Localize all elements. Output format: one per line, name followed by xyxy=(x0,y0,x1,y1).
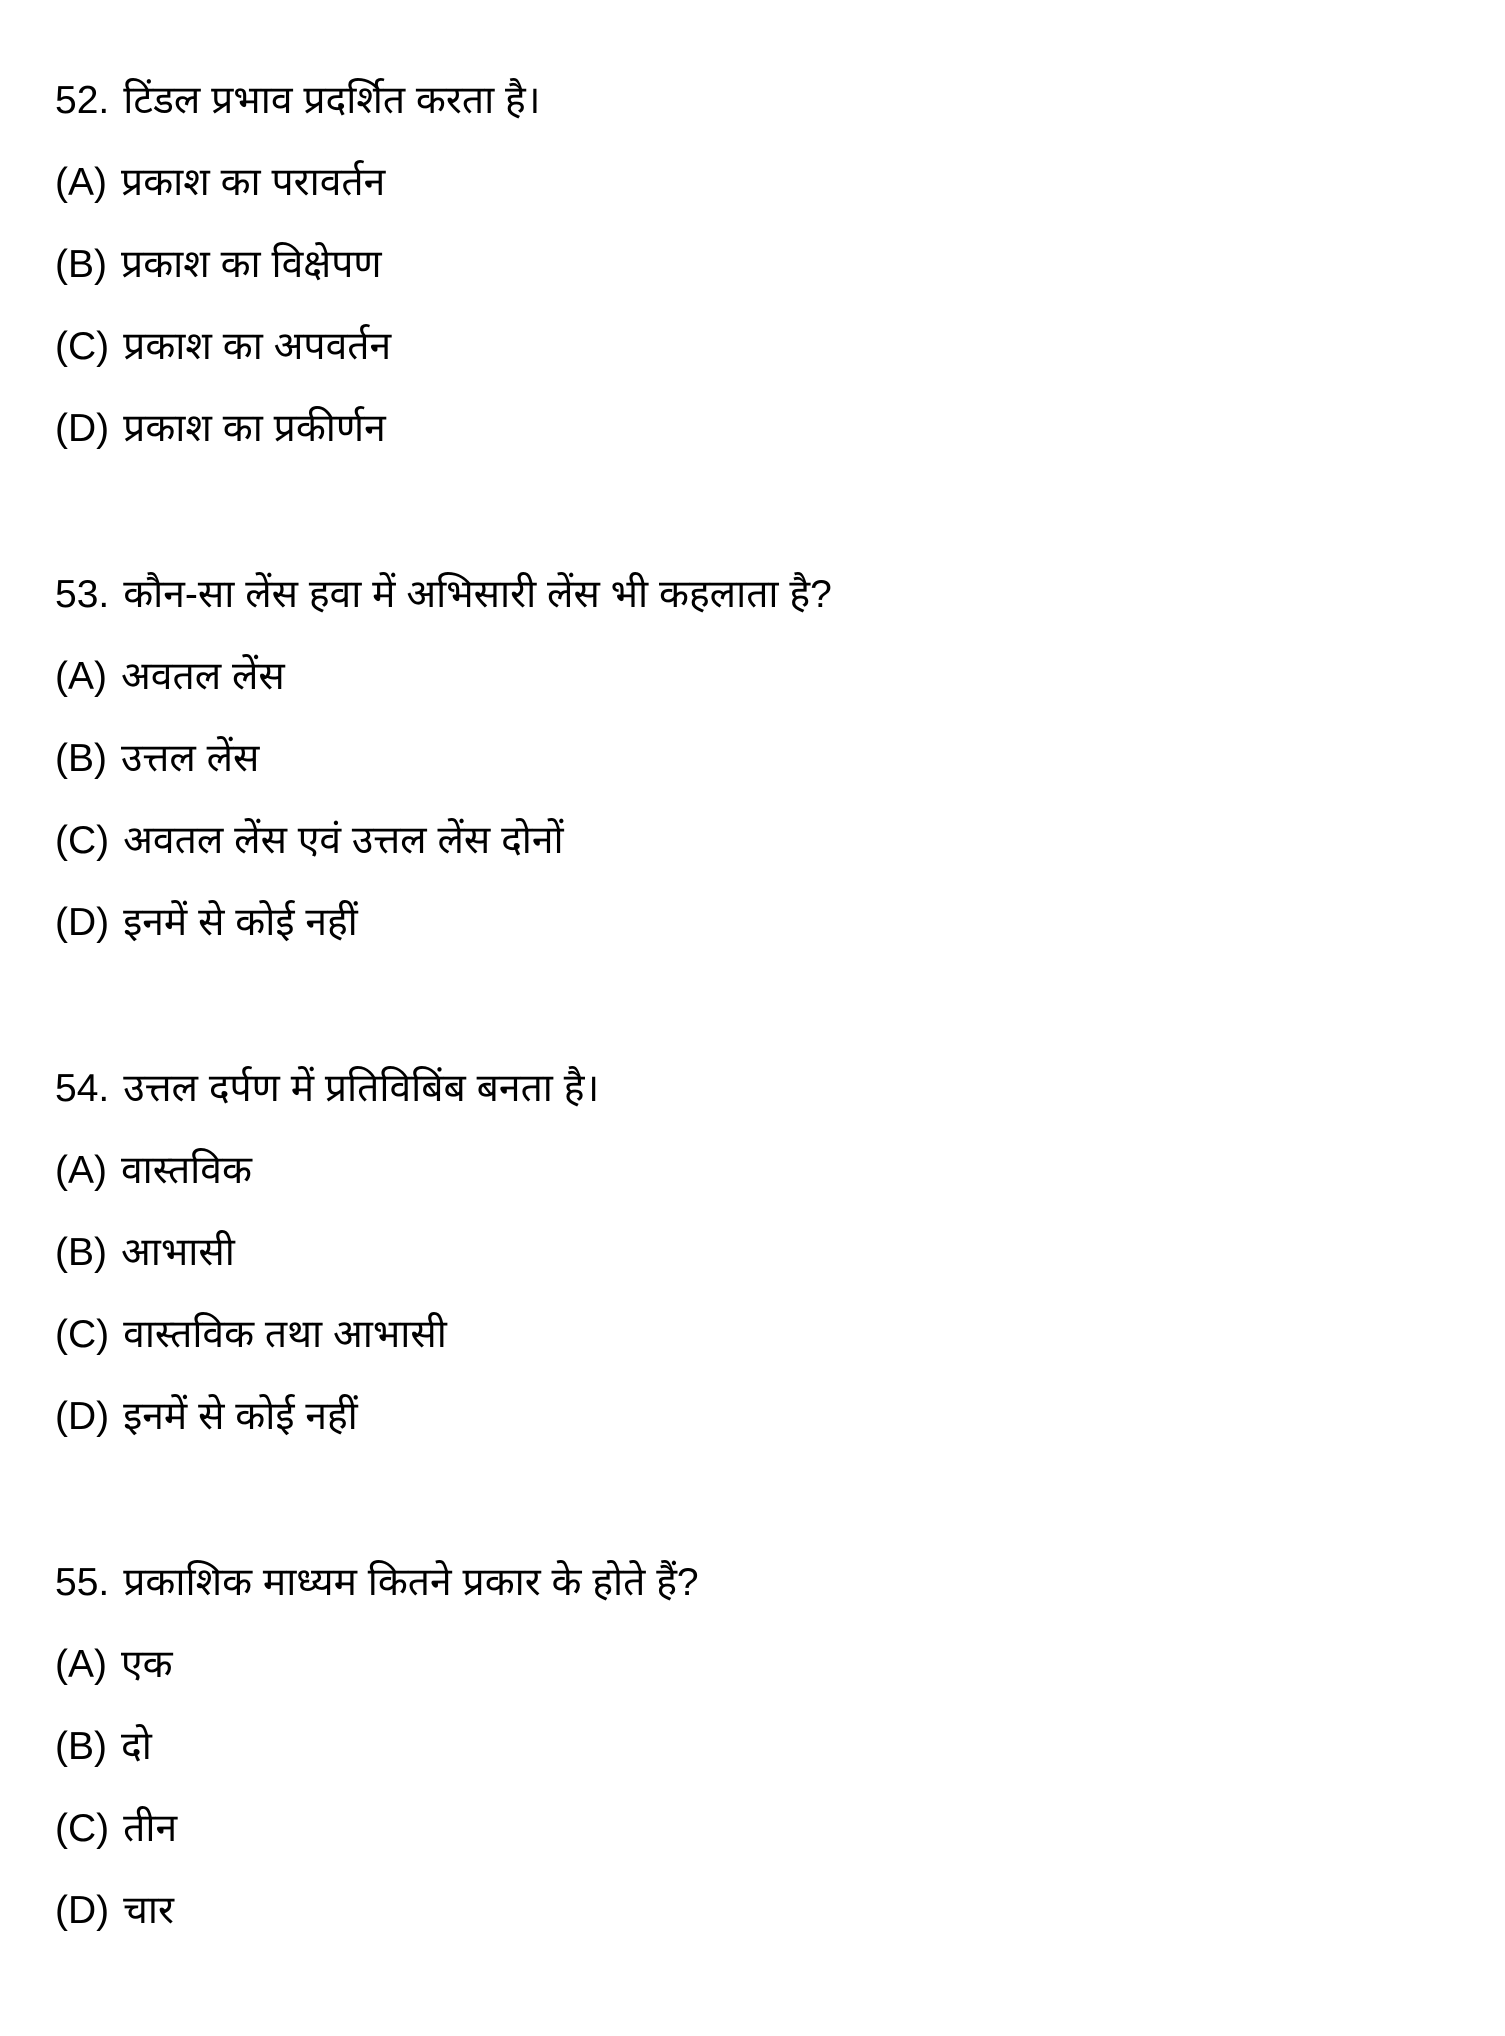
question-block xyxy=(55,1542,1455,1952)
question-block xyxy=(55,60,1455,470)
option-label: (B) xyxy=(55,1231,107,1274)
option-label: (C) xyxy=(55,325,110,368)
option-label: (B) xyxy=(55,243,107,286)
option-c xyxy=(55,306,1455,388)
option-label: (A) xyxy=(55,161,107,204)
question-line xyxy=(55,554,1455,636)
option-text: इनमें से कोई नहीं xyxy=(123,1395,358,1438)
option-text: वास्तविक xyxy=(121,1149,252,1192)
option-text: आभासी xyxy=(121,1231,235,1274)
option-c xyxy=(55,800,1455,882)
option-text: अवतल लेंस xyxy=(121,655,285,698)
question-number: 53. xyxy=(55,573,110,616)
question-block xyxy=(55,554,1455,964)
option-label: (D) xyxy=(55,1395,110,1438)
option-text: तीन xyxy=(123,1807,178,1850)
option-label: (A) xyxy=(55,1643,107,1686)
question-list xyxy=(55,60,1455,2036)
option-text: दो xyxy=(121,1725,152,1768)
question-text: कौन-सा लेंस हवा में अभिसारी लेंस भी कहलाता है? xyxy=(123,573,832,616)
option-text: वास्तविक तथा आभासी xyxy=(123,1313,447,1356)
question-text: उत्तल दर्पण में प्रतिविबिंब बनता है। xyxy=(123,1067,600,1110)
option-label: (C) xyxy=(55,1807,110,1850)
option-label: (C) xyxy=(55,819,110,862)
question-line xyxy=(55,60,1455,142)
option-a xyxy=(55,142,1455,224)
question-number: 54. xyxy=(55,1067,110,1110)
option-d xyxy=(55,1376,1455,1458)
option-d xyxy=(55,1870,1455,1952)
option-label: (D) xyxy=(55,407,110,450)
option-text: इनमें से कोई नहीं xyxy=(123,901,358,944)
option-label: (D) xyxy=(55,901,110,944)
option-c xyxy=(55,1788,1455,1870)
option-a xyxy=(55,1130,1455,1212)
option-a xyxy=(55,1624,1455,1706)
option-text: प्रकाश का विक्षेपण xyxy=(121,243,382,286)
option-c xyxy=(55,1294,1455,1376)
option-text: प्रकाश का प्रकीर्णन xyxy=(123,407,386,450)
option-b xyxy=(55,224,1455,306)
question-line xyxy=(55,1048,1455,1130)
option-label: (A) xyxy=(55,1149,107,1192)
option-text: एक xyxy=(121,1643,173,1686)
option-label: (B) xyxy=(55,1725,107,1768)
option-text: प्रकाश का अपवर्तन xyxy=(123,325,392,368)
option-text: अवतल लेंस एवं उत्तल लेंस दोनों xyxy=(123,819,564,862)
option-a xyxy=(55,636,1455,718)
option-d xyxy=(55,882,1455,964)
question-block xyxy=(55,1048,1455,1458)
option-label: (D) xyxy=(55,1889,110,1932)
option-label: (B) xyxy=(55,737,107,780)
question-number: 55. xyxy=(55,1561,110,1604)
option-text: चार xyxy=(123,1889,174,1932)
question-line xyxy=(55,1542,1455,1624)
question-number: 52. xyxy=(55,79,110,122)
option-text: उत्तल लेंस xyxy=(121,737,260,780)
option-label: (A) xyxy=(55,655,107,698)
question-text: टिंडल प्रभाव प्रदर्शित करता है। xyxy=(123,79,541,122)
option-d xyxy=(55,388,1455,470)
option-text: प्रकाश का परावर्तन xyxy=(121,161,386,204)
question-text: प्रकाशिक माध्यम कितने प्रकार के होते हैं? xyxy=(123,1561,699,1604)
option-b xyxy=(55,718,1455,800)
option-label: (C) xyxy=(55,1313,110,1356)
option-b xyxy=(55,1706,1455,1788)
option-b xyxy=(55,1212,1455,1294)
